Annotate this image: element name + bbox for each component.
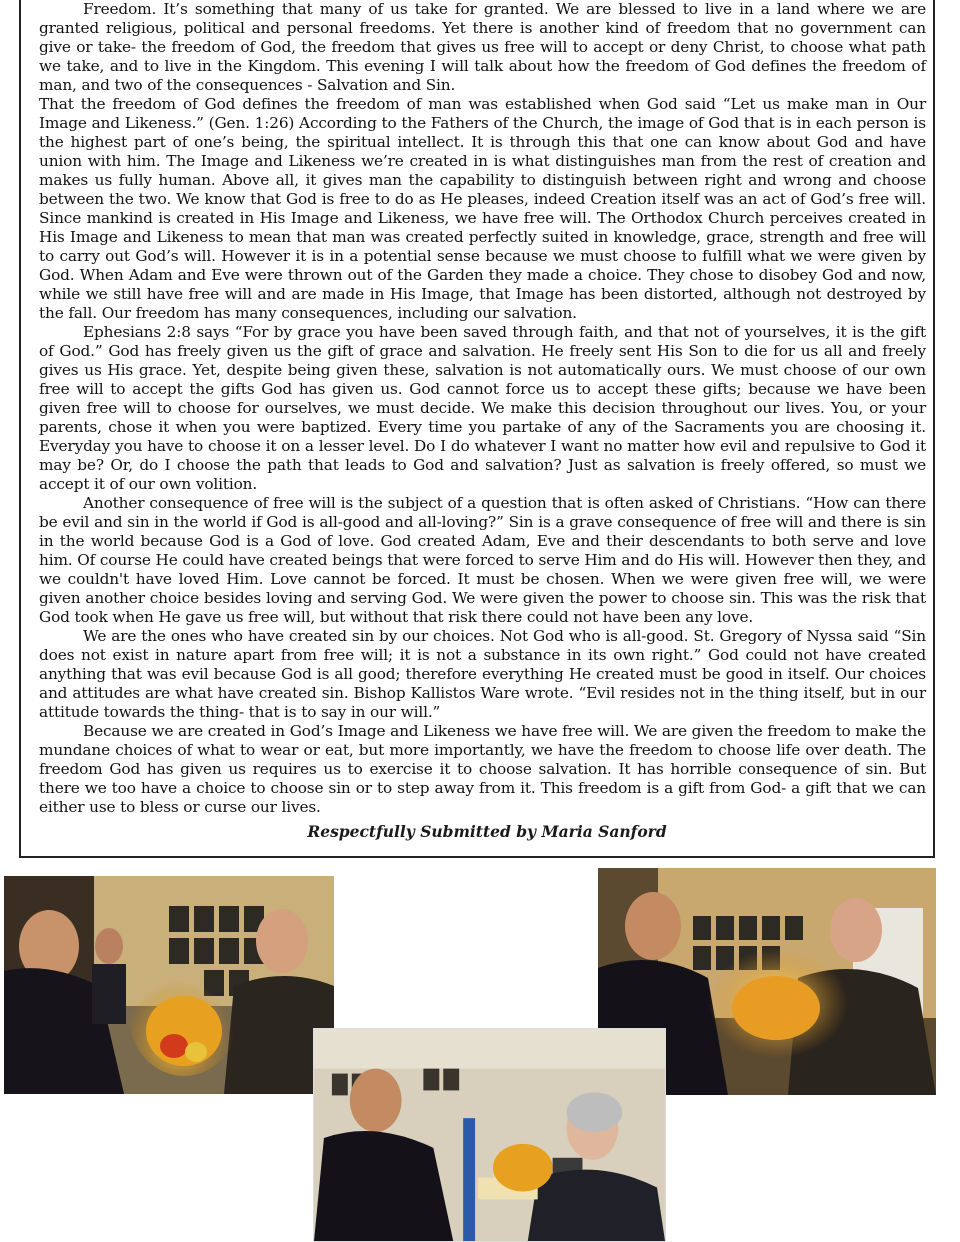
photo-center-image bbox=[314, 1029, 665, 1241]
photo-gift-presentation-center bbox=[313, 1028, 666, 1242]
paragraph-3: Ephesians 2:8 says “For by grace you have been saved through faith, and that not of yourselves, it is the gift of God.” God has freely given us the gift of grace and salvation. He freely sent His Son to die for us all and freely gives us His grace. Yet, despite being given these, salvation is not automatically ours. We must choose of our own free will to accept the gifts God has given us. God cannot force us to accept these gifts; because we have been given free will to choose for ourselves, we must decide. We make this decision throughout our lives. You, or your parents, chose it when you were baptized. Every time you partake of any of the Sacraments you are choosing it. Everyday you have to choose it on a lesser level. Do I do whatever I want no matter how evil and repulsive to God it may be? Or, do I choose the path that leads to God and salvation? Just as salvation is freely offered, so must we accept it of our own volition. bbox=[39, 323, 926, 493]
paragraph-2: That the freedom of God defines the freedom of man was established when God said “Let us make man in Our Image and Likeness.” (Gen. 1:26) According to the Fathers of the Church, the image of God that is in each person is the highest part of one’s being, the spiritual intellect. It is through this that one can know about God and have union with him. The Image and Likeness we’re created in is what distinguishes man from the rest of creation and makes us fully human. Above all, it gives man the capability to distinguish between right and wrong and choose between the two. We know that God is free to do as He pleases, indeed Creation itself was an act of God’s free will. Since mankind is created in His Image and Likeness, we have free will. The Orthodox Church perceives created in His Image and Likeness to mean that man was created perfectly suited in knowledge, grace, strength and free will to carry out God’s will. However it is in a potential sense because we must choose to fulfill what we were given by God. When Adam and Eve were thrown out of the Garden they made a choice. They chose to disobey God and now, while we still have free will and are made in His Image, that Image has been distorted, although not destroyed by the fall. Our freedom has many consequences, including our salvation. bbox=[39, 95, 926, 322]
article-body bbox=[39, 0, 926, 817]
paragraph-6: Because we are created in God’s Image and Likeness we have free will. We are given the freedom to make the mundane choices of what to wear or eat, but more importantly, we have the freedom to choose life over death. The freedom God has given us requires us to exercise it to choose salvation. It has horrible consequence of sin. But there we too have a choice to choose sin or to step away from it. This freedom is a gift from God- a gift that we can either use to bless or curse our lives. bbox=[39, 722, 926, 816]
paragraph-1: Freedom. It’s something that many of us take for granted. We are blessed to live in a land where we are granted religious, political and personal freedoms. Yet there is another kind of freedom that no government can give or take- the freedom of God, the freedom that gives us free will to accept or deny Christ, to choose what path we take, and to live in the Kingdom. This evening I will talk about how the freedom of God defines the freedom of man, and two of the consequences - Salvation and Sin. bbox=[39, 0, 926, 94]
paragraph-4: Another consequence of free will is the subject of a question that is often asked of Christians. “How can there be evil and sin in the world if God is all-good and all-loving?” Sin is a grave consequence of free will and there is sin in the world because God is a God of love. God created Adam, Eve and their descendants to both serve and love him. Of course He could have created beings that were forced to serve Him and do His will. However then they, and we couldn't have loved Him. Love cannot be forced. It must be chosen. When we were given free will, we were given another choice besides loving and serving God. We were given the power to choose sin. This was the risk that God took when He gave us free will, but without that risk there could not have been any love. bbox=[39, 494, 926, 626]
author-signature: Respectfully Submitted by Maria Sanford bbox=[307, 822, 667, 841]
photo-gift-presentation-left bbox=[4, 876, 334, 1094]
paragraph-5: We are the ones who have created sin by our choices. Not God who is all-good. St. Gregory of Nyssa said “Sin does not exist in nature apart from free will; it is not a substance in its own right.” God could not have created anything that was evil because God is all good; therefore everything He created must be good in itself. Our choices and attitudes are what have created sin. Bishop Kallistos Ware wrote. “Evil resides not in the thing itself, but in our attitude towards the thing- that is to say in our will.” bbox=[39, 627, 926, 721]
photo-left-image bbox=[4, 876, 334, 1094]
